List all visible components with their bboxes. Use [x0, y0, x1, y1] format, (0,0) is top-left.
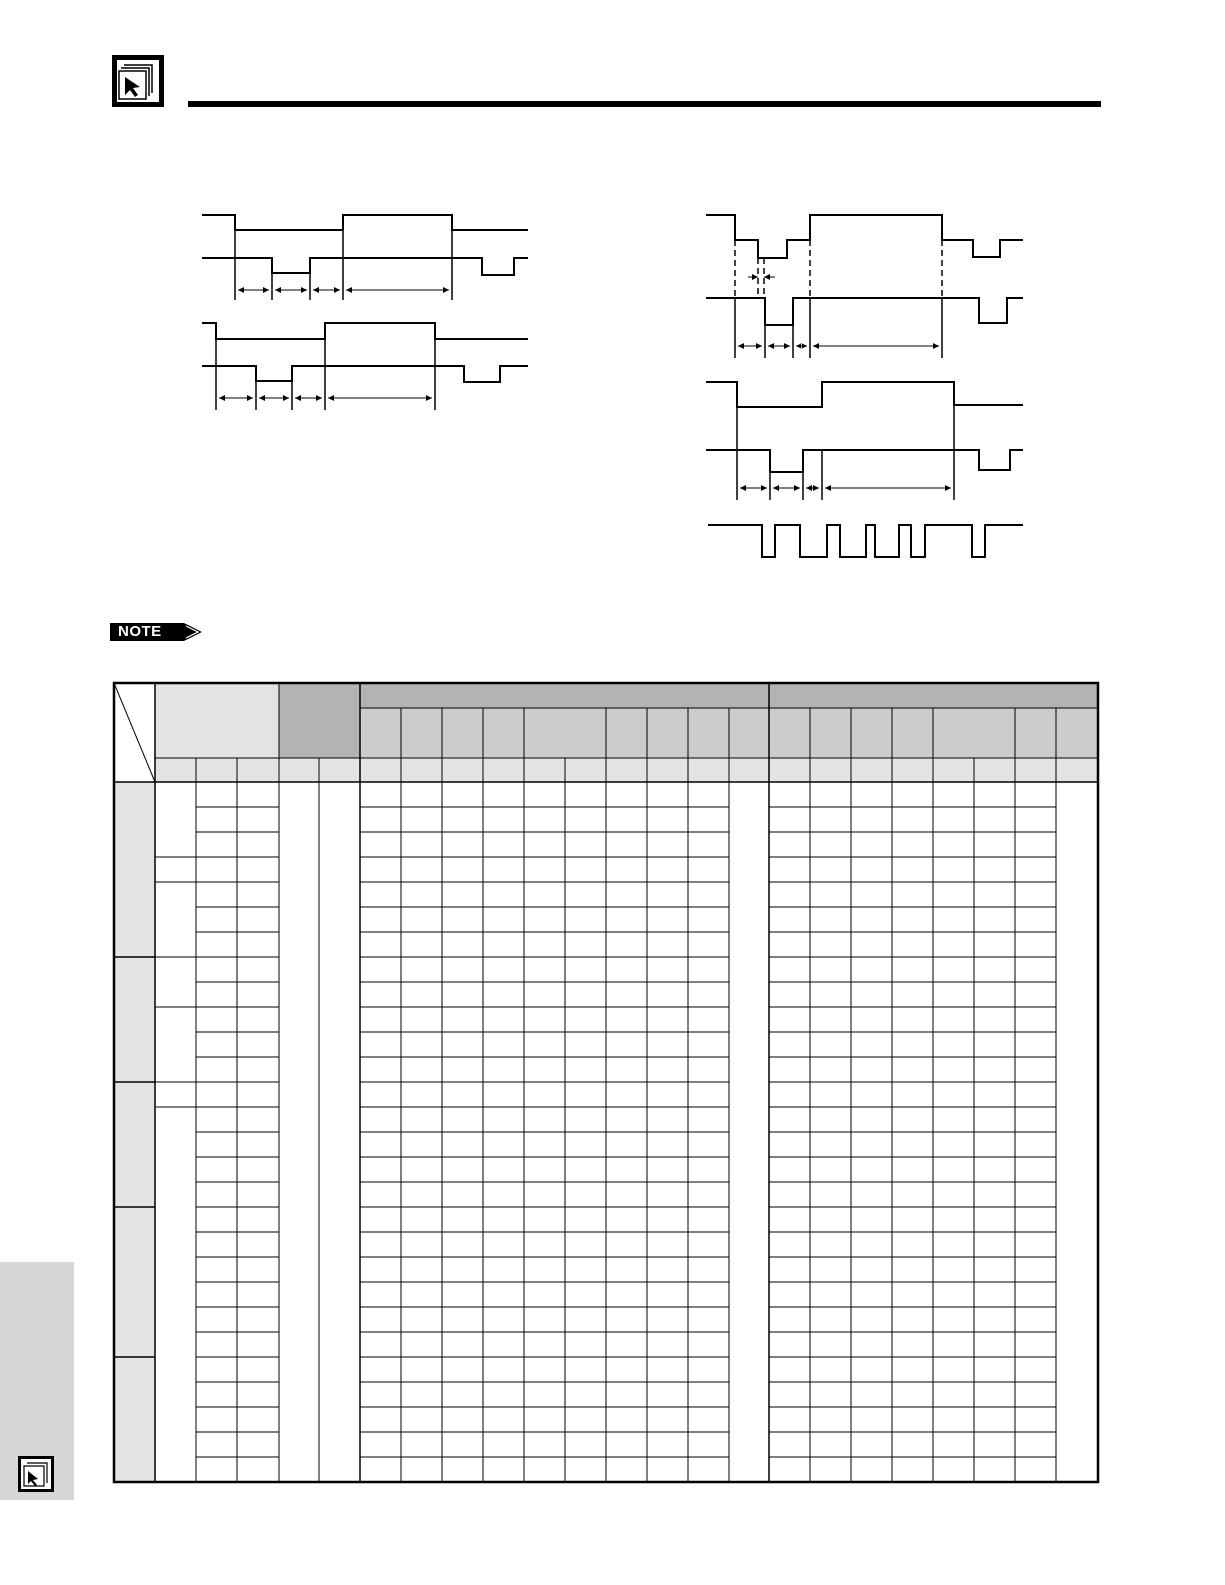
column-id-band	[155, 758, 1098, 782]
diagonal-corner	[114, 683, 155, 782]
header-cell-dark	[279, 683, 360, 758]
header-cell-light	[155, 683, 279, 758]
row-group-cell	[114, 782, 155, 957]
note-label: NOTE	[118, 623, 162, 640]
row-group-cell	[114, 957, 155, 1082]
row-group-cell	[114, 1357, 155, 1482]
row-group-cell	[114, 1207, 155, 1357]
row-group-cell	[114, 1082, 155, 1207]
pointer-arrow-icon	[18, 1456, 54, 1492]
group-header-band	[360, 683, 1098, 708]
